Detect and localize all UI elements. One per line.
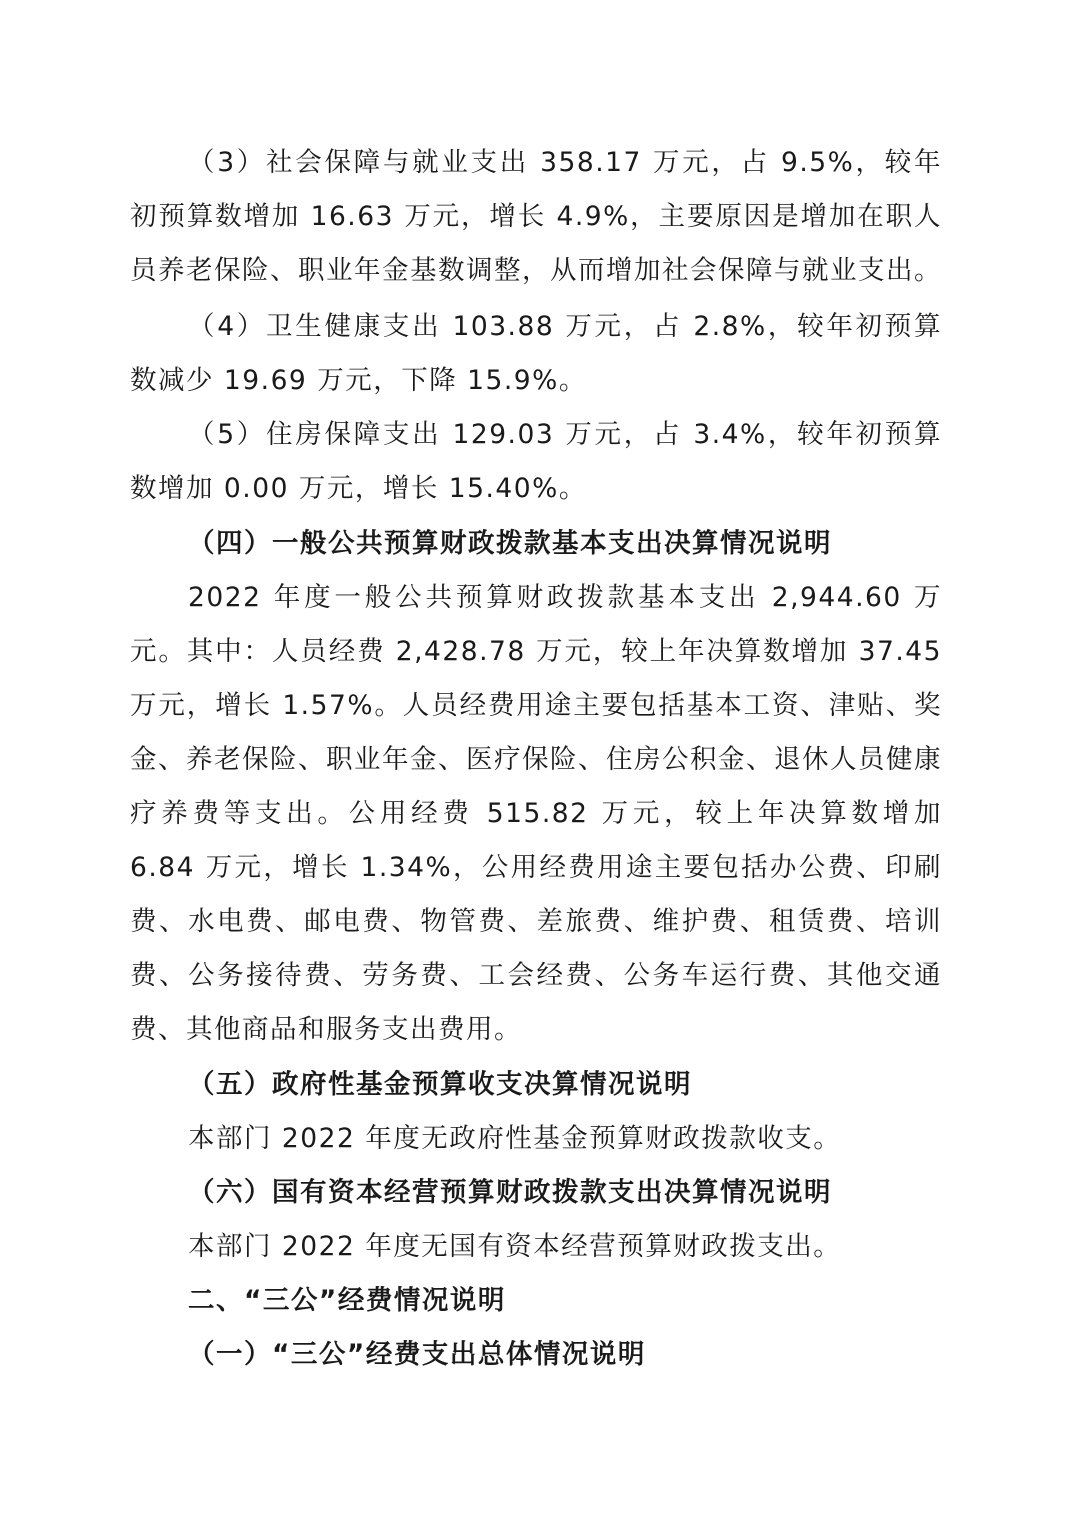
paragraph-state-capital: 本部门 2022 年度无国有资本经营预算财政拨支出。 [188,1231,842,1262]
paragraph-health: （4）卫生健康支出 103.88 万元，占 2.8%，较年初预算数减少 19.69 万元，下降 15.9%。 [130,311,942,396]
paragraph-social-security: （3）社会保障与就业支出 358.17 万元，占 9.5%，较年初预算数增加 16.63 万元，增长 4.9%，主要原因是增加在职人员养老保险、职业年金基数调整，从而增加社会保障与就业支出。 [130,147,942,286]
heading-gov-fund: （五）政府性基金预算收支决算情况说明 [188,1069,692,1100]
heading-three-public-overall: （一）“三公”经费支出总体情况说明 [188,1339,646,1370]
heading-three-public: 二、“三公”经费情况说明 [188,1285,506,1316]
paragraph-housing: （5）住房保障支出 129.03 万元，占 3.4%，较年初预算数增加 0.00 万元，增长 15.40%。 [130,419,942,504]
paragraph-gov-fund: 本部门 2022 年度无政府性基金预算财政拨款收支。 [188,1123,842,1154]
heading-state-capital: （六）国有资本经营预算财政拨款支出决算情况说明 [188,1177,832,1208]
paragraph-basic-expense: 2022 年度一般公共预算财政拨款基本支出 2,944.60 万元。其中：人员经费 2,428.78 万元，较上年决算数增加 37.45 万元，增长 1.57%。人员经费用途主要包括基本工资、津贴、奖金、养老保险、职业年金、医疗保险、住房公积金、退休人员健康疗养费等支出。公用经费 515.82 万元，较上年决算数增加 6.84 万元，增长 1.34%，公用经费用途主要包括办公费、印刷费、水电费、邮电费、物管费、差旅费、维护费、租赁费、培训费、公务接待费、劳务费、工会经费、公务车运行费、其他交通费、其他商品和服务支出费用。 [130,582,942,1045]
heading-basic-expense: （四）一般公共预算财政拨款基本支出决算情况说明 [188,528,832,559]
